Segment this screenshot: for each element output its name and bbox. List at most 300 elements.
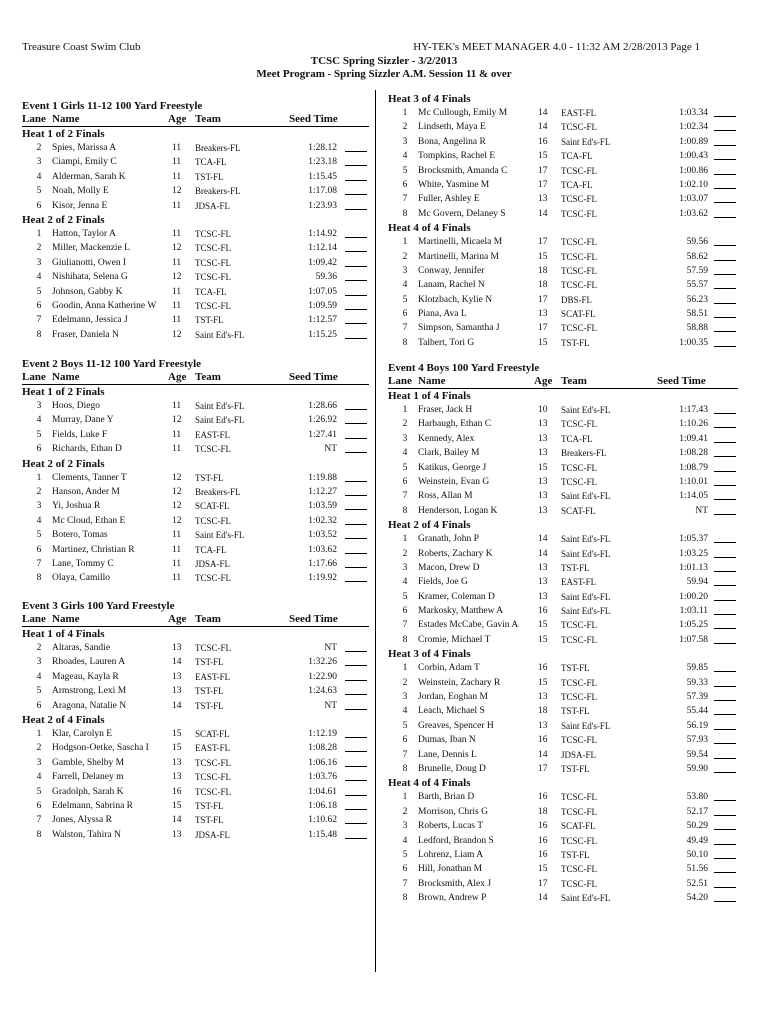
- swimmer-name: Richards, Ethan D: [52, 444, 122, 455]
- team-name: TCSC-FL: [561, 462, 598, 473]
- swimmer-name: Clements, Tanner T: [52, 472, 127, 483]
- swimmer-name: Estades McCabe, Gavin A: [418, 620, 519, 631]
- team-name: JDSA-FL: [195, 558, 231, 569]
- result-blank-line: [345, 684, 367, 695]
- team-name: TCSC-FL: [195, 643, 232, 653]
- seed-time: NT: [324, 643, 337, 653]
- swimmer-age: 15: [538, 151, 548, 162]
- lane-number: 4: [402, 151, 408, 162]
- result-blank-line: [714, 178, 736, 189]
- entry-row: [22, 699, 369, 713]
- seed-time: 1:19.88: [308, 472, 337, 483]
- team-name: Breakers-FL: [195, 186, 241, 197]
- swimmer-name: Murray, Dane Y: [52, 415, 114, 426]
- entry-row: [22, 557, 369, 571]
- result-blank-line: [714, 661, 736, 672]
- entry-row: [388, 561, 738, 575]
- swimmer-age: 13: [172, 671, 182, 682]
- swimmer-age: 13: [538, 577, 548, 588]
- entry-row: [22, 170, 369, 184]
- swimmer-name: Noah, Molly E: [52, 186, 109, 197]
- team-name: TCSC-FL: [195, 786, 232, 797]
- result-blank-line: [714, 307, 736, 318]
- swimmer-age: 17: [538, 763, 548, 774]
- team-name: Saint Ed's-FL: [561, 491, 611, 502]
- entry-row: [22, 270, 369, 284]
- swimmer-age: 11: [172, 200, 182, 211]
- swimmer-age: 12: [172, 501, 182, 512]
- swimmer-name: Cromie, Michael T: [418, 634, 491, 645]
- entry-row: [22, 785, 369, 799]
- seed-time: 1:09.59: [308, 300, 337, 311]
- result-blank-line: [714, 461, 736, 472]
- seed-time: 1:17.08: [308, 186, 337, 197]
- seed-time: 1:12.14: [308, 243, 337, 254]
- swimmer-name: Conway, Jennifer: [418, 265, 485, 276]
- header-club: Treasure Coast Swim Club: [22, 41, 141, 53]
- col-lane-header: Lane: [22, 371, 46, 383]
- swimmer-name: Weinstein, Evan G: [418, 476, 490, 487]
- col-lane-header: Lane: [22, 113, 46, 125]
- program-title: Meet Program - Spring Sizzler A.M. Session 11 & over: [256, 68, 512, 80]
- entry-row: [22, 514, 369, 528]
- result-blank-line: [345, 155, 367, 166]
- swimmer-name: Brocksmith, Alex J: [418, 878, 492, 889]
- swimmer-name: Yi, Joshua R: [52, 501, 101, 512]
- team-name: TCSC-FL: [195, 300, 232, 311]
- swimmer-age: 16: [538, 849, 548, 860]
- swimmer-age: 11: [172, 228, 182, 239]
- entry-row: [22, 227, 369, 241]
- result-blank-line: [345, 828, 367, 839]
- header-software: HY-TEK's MEET MANAGER 4.0 - 11:32 AM 2/28/2013 Page 1: [413, 41, 700, 53]
- result-blank-line: [714, 207, 736, 218]
- swimmer-name: Macon, Drew D: [418, 562, 480, 573]
- col-team-header: Team: [561, 375, 587, 387]
- team-name: EAST-FL: [195, 429, 231, 440]
- swimmer-age: 11: [172, 429, 182, 440]
- result-blank-line: [714, 336, 736, 347]
- swimmer-name: Johnson, Gabby K: [52, 286, 123, 297]
- lane-number: 8: [402, 634, 408, 645]
- seed-time: 1:23.93: [308, 200, 337, 211]
- lane-number: 6: [402, 476, 408, 487]
- swimmer-age: 15: [538, 462, 548, 473]
- lane-number: 3: [36, 501, 42, 512]
- team-name: EAST-FL: [195, 671, 231, 682]
- seed-time: 1:04.61: [308, 786, 337, 797]
- swimmer-age: 16: [538, 606, 548, 617]
- column-header: [22, 113, 369, 127]
- lane-number: 6: [402, 179, 408, 190]
- entry-row: [388, 719, 738, 733]
- col-team-header: Team: [195, 113, 221, 125]
- lane-number: 2: [402, 122, 408, 133]
- lane-number: 6: [36, 544, 42, 555]
- result-blank-line: [714, 106, 736, 117]
- swimmer-age: 15: [538, 620, 548, 631]
- swimmer-age: 14: [538, 208, 548, 219]
- swimmer-age: 17: [538, 165, 548, 176]
- seed-time: 1:03.25: [679, 548, 708, 559]
- result-blank-line: [345, 785, 367, 796]
- lane-number: 3: [36, 401, 42, 411]
- swimmer-age: 14: [538, 122, 548, 133]
- team-name: Saint Ed's-FL: [561, 720, 611, 731]
- entry-row: [388, 762, 738, 776]
- seed-time: 59.33: [686, 677, 708, 688]
- column-header: [388, 375, 738, 389]
- swimmer-age: 13: [538, 448, 548, 459]
- swimmer-name: Fraser, Daniela N: [52, 329, 119, 340]
- col-lane-header: Lane: [22, 613, 46, 625]
- heat-label: Heat 2 of 2 Finals: [22, 213, 105, 226]
- result-blank-line: [345, 184, 367, 195]
- swimmer-name: Ciampi, Emily C: [52, 157, 117, 168]
- swimmer-age: 11: [172, 530, 182, 541]
- swimmer-age: 13: [538, 505, 548, 516]
- result-blank-line: [345, 227, 367, 238]
- seed-time: 1:28.66: [308, 401, 337, 411]
- swimmer-age: 15: [538, 251, 548, 262]
- swimmer-name: Lindseth, Maya E: [418, 122, 486, 133]
- result-blank-line: [714, 748, 736, 759]
- lane-number: 3: [402, 136, 408, 147]
- lane-number: 2: [402, 548, 408, 559]
- lane-number: 5: [402, 462, 408, 473]
- swimmer-name: Clark, Bailey M: [418, 448, 480, 459]
- seed-time: 1:03.34: [679, 108, 708, 118]
- seed-time: 1:17.66: [308, 558, 337, 569]
- entry-row: [388, 877, 738, 891]
- seed-time: 55.44: [686, 706, 708, 717]
- seed-time: 51.56: [686, 864, 708, 875]
- result-blank-line: [714, 403, 736, 414]
- entry-row: [388, 135, 738, 149]
- result-blank-line: [345, 328, 367, 339]
- entry-row: [388, 661, 738, 675]
- seed-time: 58.62: [686, 251, 708, 262]
- entry-row: [388, 704, 738, 718]
- swimmer-age: 14: [538, 534, 548, 545]
- swimmer-age: 13: [538, 692, 548, 703]
- team-name: TCSC-FL: [561, 864, 598, 875]
- seed-time: NT: [324, 444, 337, 455]
- lane-number: 1: [36, 472, 42, 483]
- swimmer-name: Kennedy, Alex: [418, 433, 475, 444]
- swimmer-name: Weinstein, Zachary R: [418, 677, 501, 688]
- seed-time: 1:03.59: [308, 501, 337, 512]
- team-name: TCSC-FL: [561, 792, 598, 803]
- lane-number: 8: [36, 829, 42, 840]
- swimmer-age: 16: [538, 735, 548, 746]
- team-name: SCAT-FL: [561, 821, 596, 832]
- entry-row: [388, 834, 738, 848]
- entry-row: [22, 571, 369, 585]
- lane-number: 8: [402, 893, 408, 904]
- entry-row: [22, 485, 369, 499]
- result-blank-line: [714, 862, 736, 873]
- seed-time: 1:02.32: [308, 515, 337, 526]
- swimmer-age: 16: [172, 786, 182, 797]
- swimmer-age: 10: [538, 405, 548, 415]
- heat-label: Heat 1 of 2 Finals: [22, 128, 105, 140]
- heat-label: Heat 2 of 4 Finals: [22, 713, 105, 726]
- heat-label: Heat 1 of 2 Finals: [22, 386, 105, 398]
- swimmer-age: 16: [538, 835, 548, 846]
- entry-row: [388, 604, 738, 618]
- swimmer-age: 16: [538, 792, 548, 803]
- swimmer-name: Lohrenz, Liam A: [418, 849, 484, 860]
- result-blank-line: [714, 704, 736, 715]
- seed-time: 55.57: [686, 280, 708, 291]
- swimmer-name: Olaya, Camillo: [52, 573, 111, 584]
- team-name: JDSA-FL: [195, 200, 231, 211]
- swimmer-age: 14: [538, 749, 548, 760]
- seed-time: 1:02.10: [679, 179, 708, 190]
- swimmer-name: Martinez, Christian R: [52, 544, 135, 555]
- lane-number: 4: [402, 280, 408, 291]
- result-blank-line: [714, 790, 736, 801]
- swimmer-name: Armstrong, Lexi M: [52, 686, 127, 697]
- event-title: Event 4 Boys 100 Yard Freestyle: [388, 362, 540, 374]
- seed-time: 1:01.13: [679, 562, 708, 573]
- team-name: TST-FL: [195, 686, 224, 697]
- team-name: TCSC-FL: [561, 692, 598, 703]
- seed-time: 1:03.62: [308, 544, 337, 555]
- team-name: EAST-FL: [561, 577, 597, 588]
- lane-number: 5: [402, 165, 408, 176]
- swimmer-name: Mc Cloud, Ethan E: [52, 515, 126, 526]
- event-title: Event 2 Boys 11-12 100 Yard Freestyle: [22, 358, 202, 370]
- swimmer-age: 13: [538, 476, 548, 487]
- result-blank-line: [345, 313, 367, 324]
- swimmer-name: Lane, Tommy C: [52, 558, 114, 569]
- seed-time: 1:23.18: [308, 157, 337, 168]
- lane-number: 1: [402, 108, 408, 118]
- result-blank-line: [714, 805, 736, 816]
- entry-row: [22, 399, 369, 413]
- team-name: TST-FL: [195, 315, 224, 326]
- swimmer-age: 17: [538, 878, 548, 889]
- team-name: DBS-FL: [561, 294, 593, 305]
- swimmer-age: 17: [538, 294, 548, 305]
- seed-time: 1:17.43: [679, 405, 708, 415]
- entry-row: [388, 575, 738, 589]
- swimmer-name: Katikus, George J: [418, 462, 487, 473]
- team-name: TST-FL: [561, 706, 590, 717]
- swimmer-age: 14: [538, 893, 548, 904]
- swimmer-age: 12: [172, 243, 182, 254]
- lane-number: 6: [402, 735, 408, 746]
- entry-row: [22, 328, 369, 342]
- lane-number: 5: [36, 686, 42, 697]
- entry-row: [22, 684, 369, 698]
- swimmer-name: Dumas, Iban N: [418, 735, 476, 746]
- result-blank-line: [714, 278, 736, 289]
- seed-time: 59.94: [686, 577, 708, 588]
- swimmer-name: Nishihata, Selena G: [52, 272, 128, 283]
- result-blank-line: [714, 891, 736, 902]
- entry-row: [388, 633, 738, 647]
- result-blank-line: [714, 120, 736, 131]
- result-blank-line: [714, 446, 736, 457]
- swimmer-age: 15: [172, 728, 182, 739]
- lane-number: 5: [402, 294, 408, 305]
- result-blank-line: [345, 428, 367, 439]
- heat-label: Heat 3 of 4 Finals: [388, 93, 471, 105]
- seed-time: 57.39: [686, 692, 708, 703]
- swimmer-name: Simpson, Samantha J: [418, 323, 500, 334]
- entry-row: [22, 727, 369, 741]
- result-blank-line: [345, 571, 367, 582]
- result-blank-line: [345, 199, 367, 210]
- lane-number: 6: [36, 800, 42, 811]
- seed-time: 49.49: [686, 835, 708, 846]
- team-name: Saint Ed's-FL: [561, 548, 611, 559]
- team-name: TCA-FL: [195, 286, 227, 297]
- entry-row: [388, 848, 738, 862]
- result-blank-line: [345, 485, 367, 496]
- entry-row: [22, 256, 369, 270]
- swimmer-name: Granath, John P: [418, 534, 479, 545]
- seed-time: 50.29: [686, 821, 708, 832]
- seed-time: 1:12.57: [308, 315, 337, 326]
- entry-row: [22, 241, 369, 255]
- heat-label: Heat 2 of 2 Finals: [22, 457, 105, 470]
- swimmer-name: Jordan, Eoghan M: [418, 692, 488, 703]
- swimmer-name: Ross, Allan M: [418, 491, 473, 502]
- col-team-header: Team: [195, 613, 221, 625]
- seed-time: 1:12.27: [308, 486, 337, 497]
- result-blank-line: [714, 633, 736, 644]
- swimmer-name: Ledford, Brandon S: [418, 835, 494, 846]
- team-name: TCSC-FL: [561, 165, 598, 176]
- heat-label: Heat 4 of 4 Finals: [388, 777, 471, 790]
- swimmer-age: 15: [172, 743, 182, 754]
- team-name: Breakers-FL: [561, 448, 607, 459]
- result-blank-line: [345, 256, 367, 267]
- team-name: TST-FL: [561, 562, 590, 573]
- result-blank-line: [714, 475, 736, 486]
- swimmer-name: Giulianotti, Owen I: [52, 257, 127, 268]
- heat-label: Heat 1 of 4 Finals: [22, 628, 105, 640]
- result-blank-line: [714, 293, 736, 304]
- lane-number: 3: [402, 821, 408, 832]
- team-name: JDSA-FL: [195, 829, 231, 840]
- swimmer-age: 13: [172, 772, 182, 783]
- entry-row: [22, 670, 369, 684]
- lane-number: 3: [36, 657, 42, 668]
- entry-row: [388, 461, 738, 475]
- seed-time: 1:27.41: [308, 429, 337, 440]
- result-blank-line: [345, 499, 367, 510]
- lane-number: 7: [402, 878, 408, 889]
- seed-time: 1:26.92: [308, 415, 337, 426]
- seed-time: 1:15.45: [308, 171, 337, 182]
- seed-time: 1:19.92: [308, 573, 337, 584]
- entry-row: [388, 733, 738, 747]
- lane-number: 3: [36, 257, 42, 268]
- swimmer-name: Roberts, Lucas T: [418, 821, 483, 832]
- seed-time: 1:32.26: [308, 657, 337, 668]
- event-block: [22, 600, 369, 842]
- lane-number: 5: [36, 186, 42, 197]
- swimmer-name: Walston, Tahira N: [52, 829, 121, 840]
- team-name: Saint Ed's-FL: [195, 401, 245, 411]
- team-name: Saint Ed's-FL: [195, 530, 245, 541]
- entry-row: [22, 471, 369, 485]
- entry-row: [388, 676, 738, 690]
- swimmer-age: 15: [538, 677, 548, 688]
- seed-time: 1:28.12: [308, 143, 337, 153]
- entry-row: [388, 235, 738, 249]
- lane-number: 5: [402, 849, 408, 860]
- seed-time: 1:07.05: [308, 286, 337, 297]
- team-name: TST-FL: [195, 800, 224, 811]
- seed-time: 58.88: [686, 323, 708, 334]
- team-name: TCA-FL: [561, 179, 593, 190]
- team-name: TST-FL: [195, 472, 224, 483]
- result-blank-line: [714, 604, 736, 615]
- swimmer-name: Edelmann, Sabrina R: [52, 800, 133, 811]
- result-blank-line: [714, 733, 736, 744]
- seed-time: 1:05.37: [679, 534, 708, 545]
- swimmer-name: Lanam, Rachel N: [418, 280, 485, 291]
- team-name: TST-FL: [561, 849, 590, 860]
- swimmer-name: Fraser, Jack H: [418, 405, 473, 415]
- swimmer-age: 12: [172, 329, 182, 340]
- lane-number: 4: [36, 671, 42, 682]
- entry-row: [22, 442, 369, 456]
- lane-number: 8: [36, 329, 42, 340]
- column-header: [22, 613, 369, 627]
- swimmer-age: 12: [172, 272, 182, 283]
- swimmer-name: Roberts, Zachary K: [418, 548, 493, 559]
- lane-number: 1: [402, 237, 408, 248]
- team-name: TCA-FL: [561, 151, 593, 162]
- result-blank-line: [714, 532, 736, 543]
- swimmer-age: 15: [538, 337, 548, 348]
- seed-time: 1:14.92: [308, 228, 337, 239]
- entry-row: [388, 532, 738, 546]
- team-name: Saint Ed's-FL: [561, 534, 611, 545]
- swimmer-name: Klar, Carolyn E: [52, 728, 113, 739]
- result-blank-line: [345, 770, 367, 781]
- entry-row: [22, 770, 369, 784]
- swimmer-name: Spies, Marissa A: [52, 143, 117, 153]
- team-name: TCSC-FL: [561, 620, 598, 631]
- swimmer-name: Hanson, Ander M: [52, 486, 120, 497]
- result-blank-line: [345, 170, 367, 181]
- lane-number: 3: [402, 692, 408, 703]
- seed-time: 1:00.20: [679, 591, 708, 602]
- swimmer-age: 18: [538, 706, 548, 717]
- seed-time: 1:15.25: [308, 329, 337, 340]
- result-blank-line: [714, 719, 736, 730]
- swimmer-name: Tompkins, Rachel E: [418, 151, 496, 162]
- result-blank-line: [714, 164, 736, 175]
- swimmer-name: Jones, Alyssa R: [52, 815, 112, 826]
- team-name: TST-FL: [561, 337, 590, 348]
- column-header: [22, 371, 369, 385]
- seed-time: 54.20: [686, 893, 708, 904]
- team-name: TCSC-FL: [195, 757, 232, 768]
- seed-time: 1:08.28: [308, 743, 337, 754]
- seed-time: 56.19: [686, 720, 708, 731]
- result-blank-line: [714, 235, 736, 246]
- entry-row: [22, 299, 369, 313]
